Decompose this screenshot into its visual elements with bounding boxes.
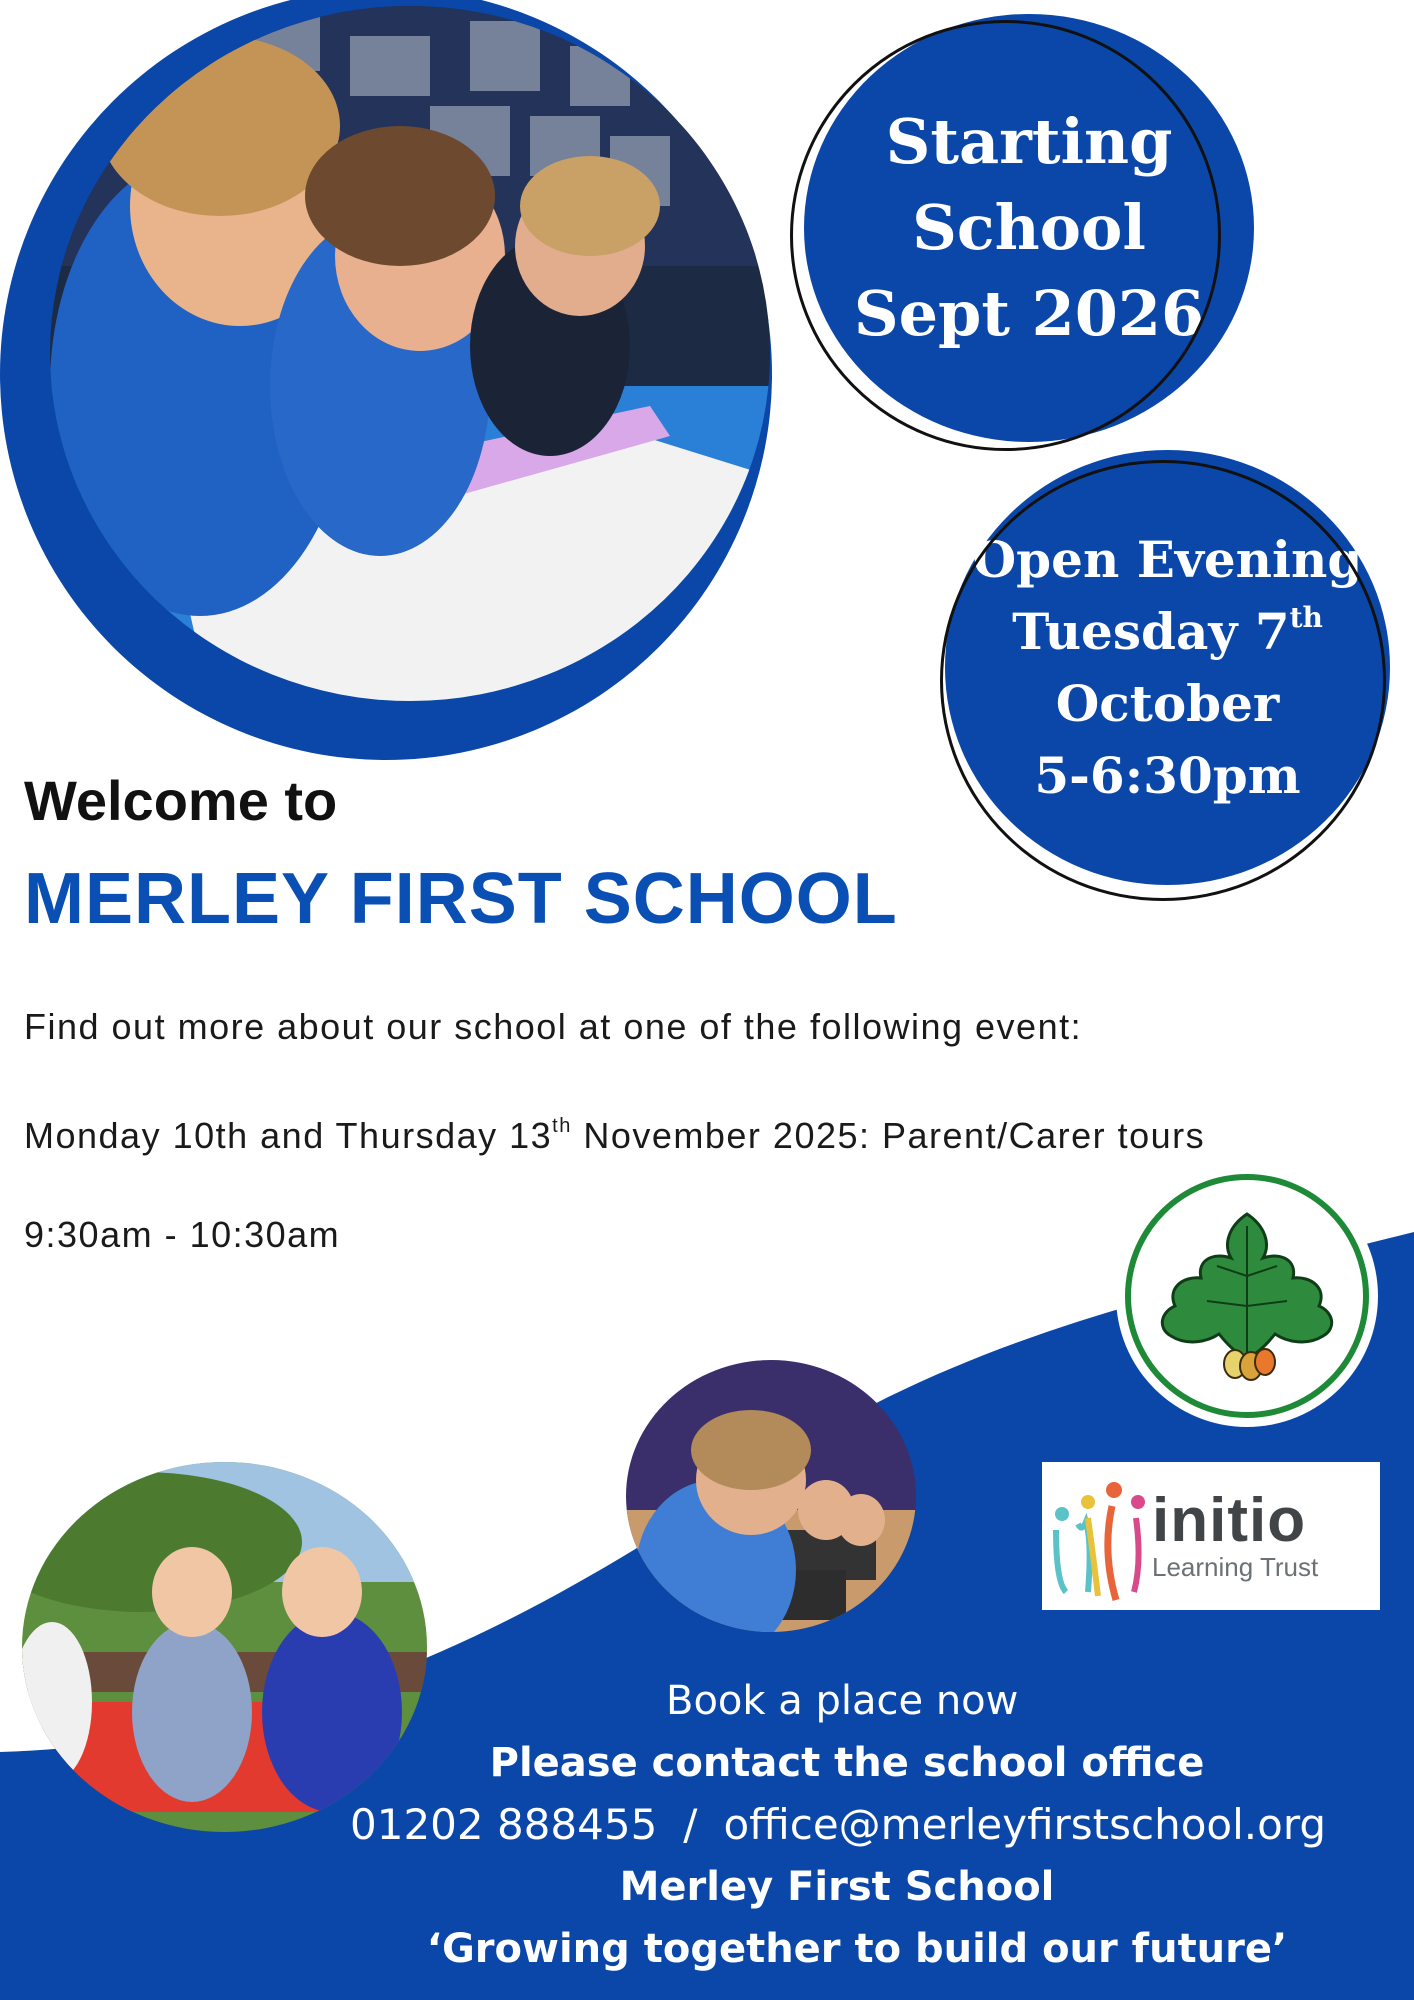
- email-address[interactable]: office@merleyfirstschool.org: [723, 1800, 1327, 1849]
- badge-starting-line1: Starting: [885, 105, 1173, 178]
- hero-photo-children-writing: [50, 6, 770, 701]
- contact-office-text: Please contact the school office: [489, 1740, 1205, 1786]
- contact-separator: /: [683, 1800, 698, 1849]
- intro-text: Find out more about our school at one of the following event:: [24, 1006, 1083, 1047]
- oak-leaf-crest-icon: [1125, 1174, 1369, 1418]
- badge-open-line4: 5-6:30pm: [1034, 745, 1301, 805]
- contact-details: [350, 1800, 1326, 1849]
- book-place-text: Book a place now: [666, 1678, 1019, 1724]
- trust-name: initio: [1152, 1486, 1307, 1555]
- trust-subtitle: Learning Trust: [1152, 1552, 1319, 1582]
- school-motto: ‘Growing together to build our future’: [426, 1926, 1288, 1972]
- initio-learning-trust-logo: [1042, 1462, 1380, 1610]
- phone-number[interactable]: 01202 888455: [350, 1800, 658, 1849]
- open-evening-badge-outline: [940, 460, 1386, 901]
- badge-open-line2: Tuesday 7th: [1012, 600, 1323, 661]
- tours-dates: Monday 10th and Thursday 13th November 2025: Parent/Carer tours: [24, 1115, 1206, 1156]
- badge-starting-line2: School: [912, 191, 1146, 264]
- school-name-heading: MERLEY FIRST SCHOOL: [24, 859, 898, 939]
- badge-open-line3: October: [1055, 673, 1280, 733]
- badge-open-line1: Open Evening: [972, 529, 1363, 589]
- school-crest: [1116, 1165, 1378, 1427]
- initio-figures-icon: [1042, 1462, 1152, 1610]
- school-signature: Merley First School: [619, 1864, 1055, 1910]
- starting-school-badge-outline: [790, 20, 1221, 451]
- welcome-heading: Welcome to: [24, 769, 338, 832]
- photo-children-laptops: [626, 1360, 916, 1632]
- tours-time: 9:30am - 10:30am: [24, 1214, 341, 1255]
- badge-starting-line3: Sept 2026: [853, 277, 1205, 350]
